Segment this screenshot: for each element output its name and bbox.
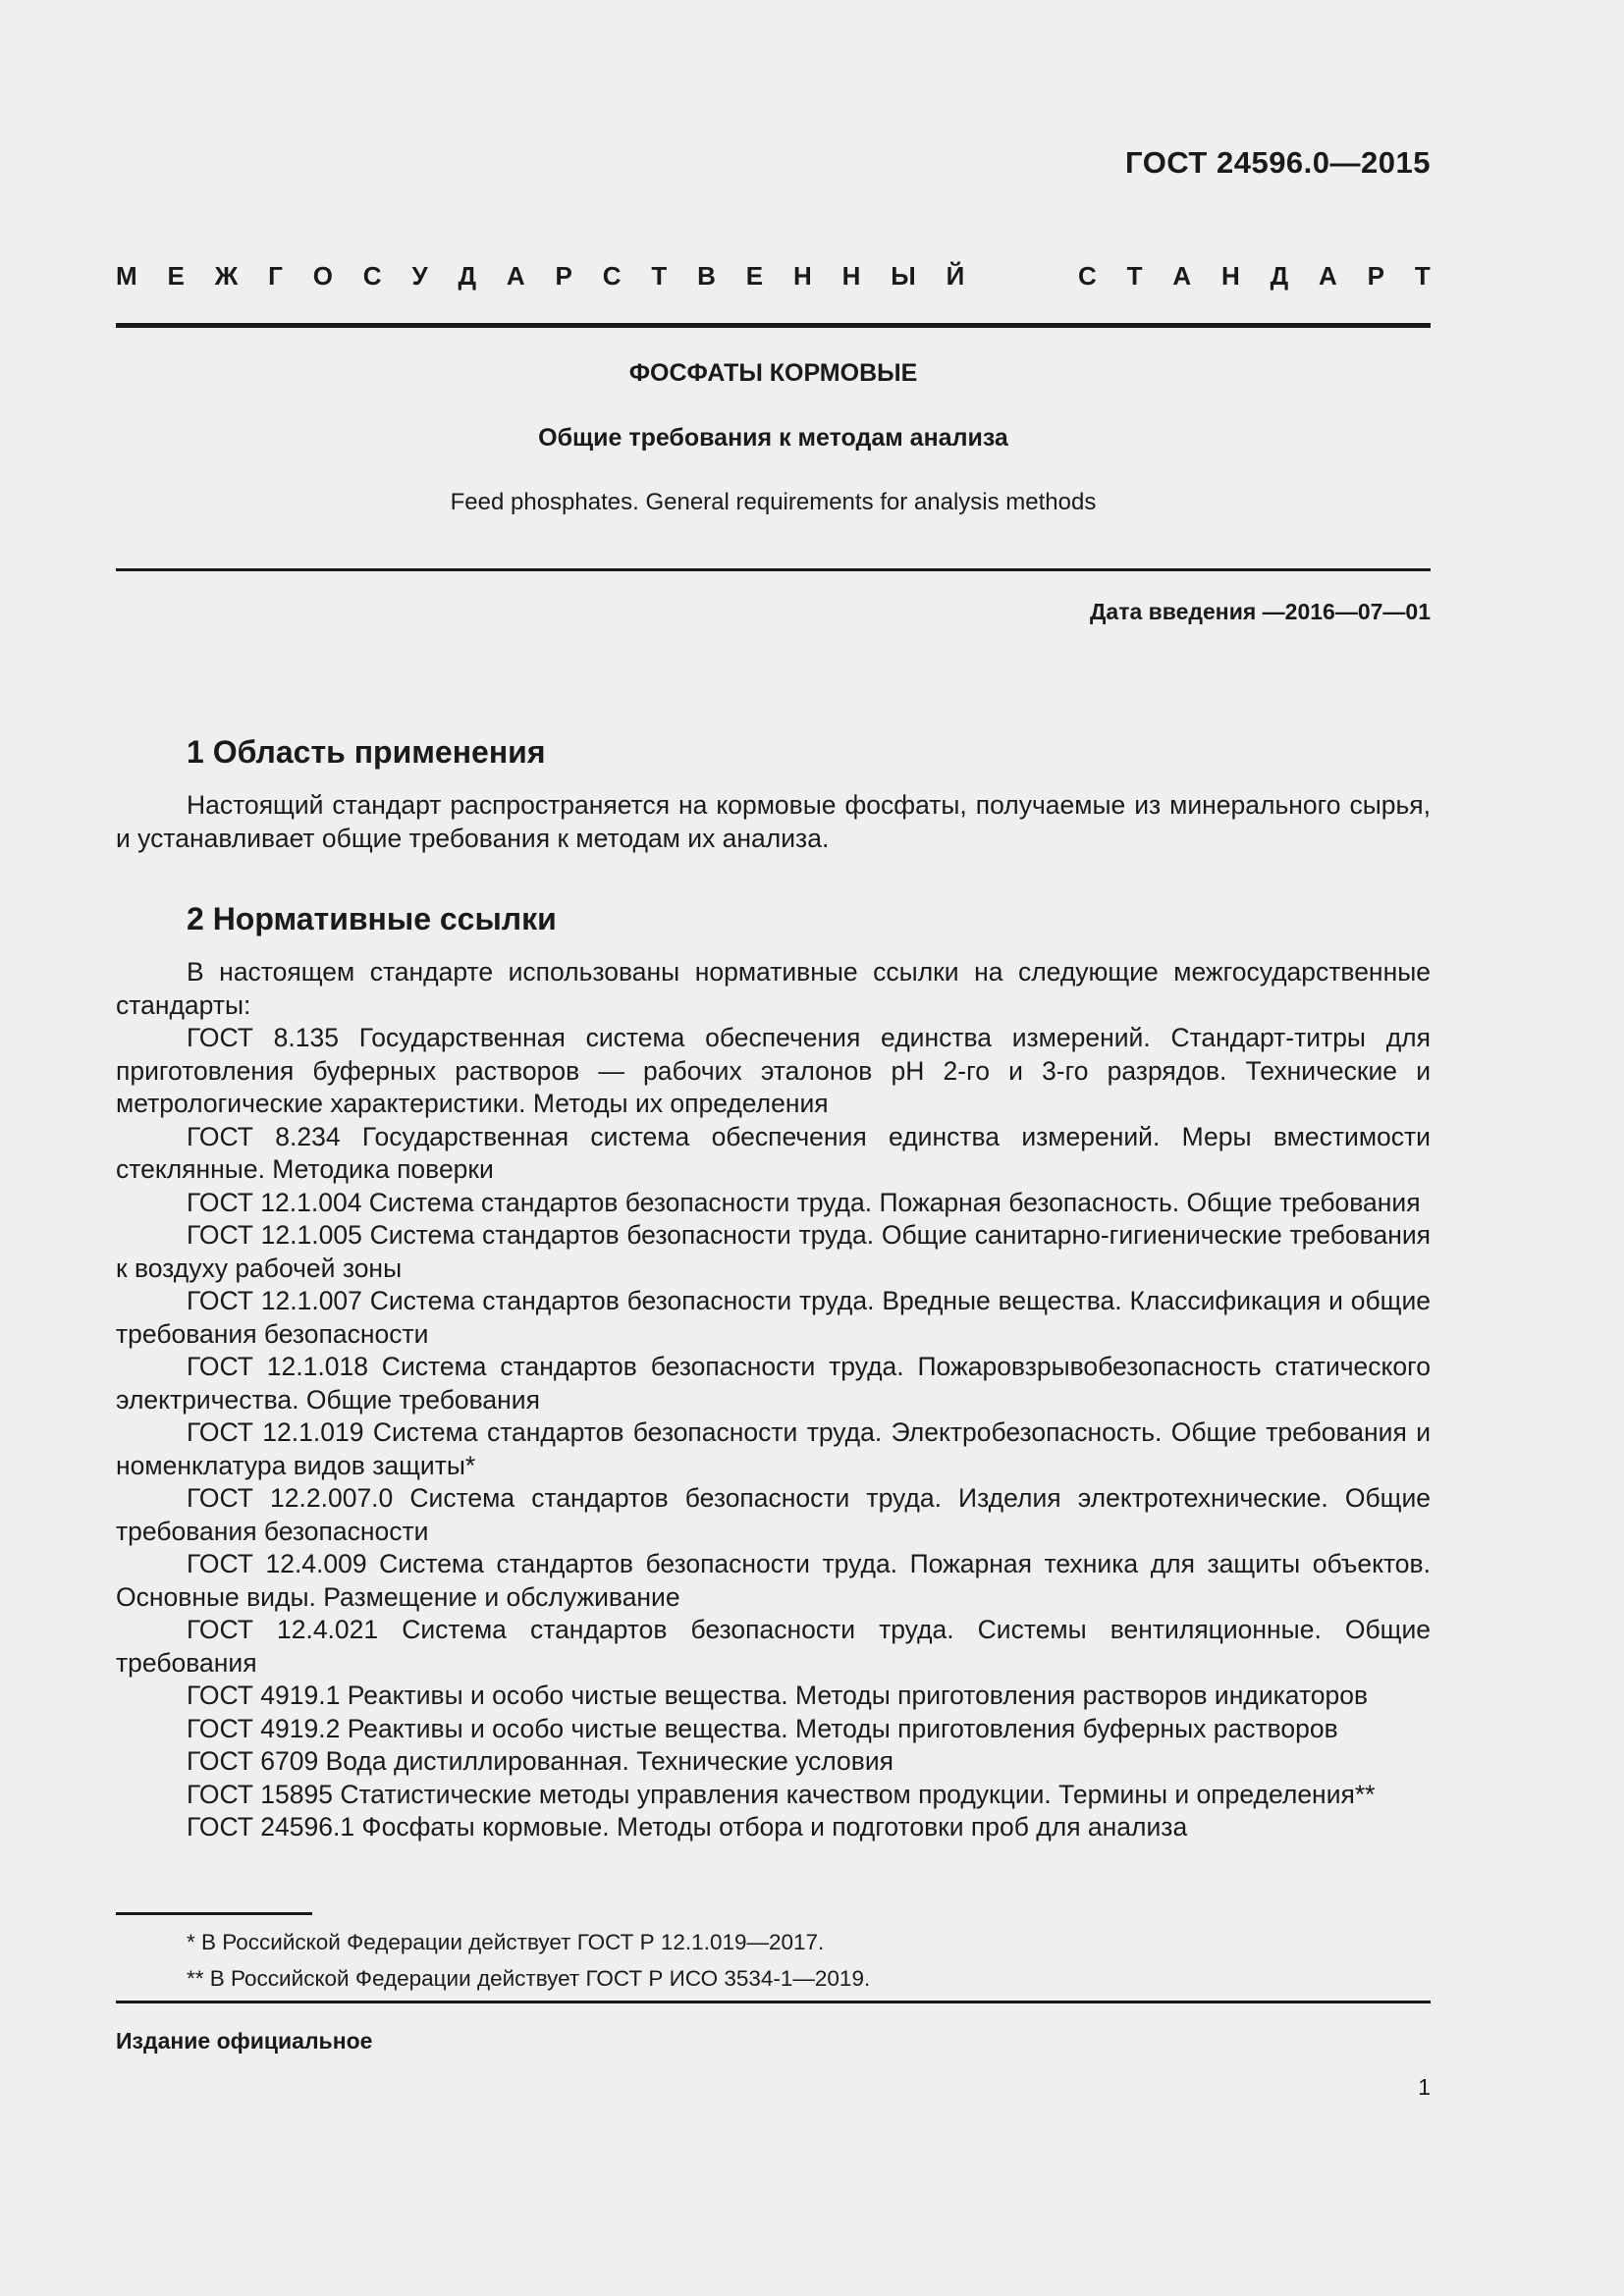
- page-number: 1: [1418, 2074, 1431, 2100]
- section-heading: 1 Область применения: [187, 734, 546, 770]
- word-gap: [995, 261, 1048, 292]
- standard-kind-letter: Е: [167, 261, 185, 291]
- standard-kind-letter: С: [602, 261, 622, 291]
- reference-item: ГОСТ 15895 Статистические методы управления качеством продукции. Термины и определения**: [187, 1779, 1376, 1809]
- document-subtitle: Общие требования к методам анализа: [538, 424, 1008, 452]
- standard-kind-letter: Т: [651, 261, 668, 291]
- standard-kind-letter: С: [362, 261, 382, 291]
- standard-kind-heading: [116, 261, 1431, 292]
- standard-kind-letter: У: [411, 261, 428, 291]
- standard-kind-letter: Р: [1367, 261, 1385, 291]
- reference-item: ГОСТ 12.1.018 Система стандартов безопасности труда. Пожаровзрывобезопасность статического электричества. Общие требования: [116, 1352, 1431, 1415]
- standard-kind-letter: С: [1077, 261, 1097, 291]
- footnote-separator: [116, 1912, 312, 1915]
- document-number: ГОСТ 24596.0—2015: [1125, 145, 1431, 180]
- standard-kind-letter: В: [697, 261, 716, 291]
- standard-kind-letter: О: [312, 261, 333, 291]
- standard-kind-letter: Н: [841, 261, 861, 291]
- reference-item: ГОСТ 8.135 Государственная система обеспечения единства измерений. Стандарт-титры для приготовления буферных растворов — рабочих эталонов pH 2-го и 3-го разрядов. Технические и метрологические характеристики. Методы их определения: [116, 1023, 1431, 1118]
- footnotes: [116, 1924, 1431, 1997]
- reference-item: ГОСТ 12.4.009 Система стандартов безопасности труда. Пожарная техника для защиты объектов. Основные виды. Размещение и обслуживание: [116, 1549, 1431, 1612]
- reference-item: ГОСТ 24596.1 Фосфаты кормовые. Методы отбора и подготовки проб для анализа: [187, 1812, 1188, 1842]
- section-normative-references: [116, 899, 1431, 1844]
- reference-item: ГОСТ 12.4.021 Система стандартов безопасности труда. Системы вентиляционные. Общие требования: [116, 1615, 1431, 1678]
- standard-kind-letter: Т: [1126, 261, 1143, 291]
- section-scope: [116, 732, 1431, 855]
- document-title-english: Feed phosphates. General requirements for analysis methods: [450, 489, 1097, 515]
- title-rule: [116, 568, 1431, 571]
- reference-item: ГОСТ 12.1.019 Система стандартов безопасности труда. Электробезопасность. Общие требования и номенклатура видов защиты*: [116, 1417, 1431, 1480]
- section-paragraph: В настоящем стандарте использованы нормативные ссылки на следующие межгосударственные стандарты:: [116, 957, 1431, 1020]
- document-title: ФОСФАТЫ КОРМОВЫЕ: [628, 359, 918, 387]
- standard-kind-letter: А: [506, 261, 525, 291]
- standard-kind-letter: Й: [946, 261, 965, 291]
- reference-item: ГОСТ 12.1.007 Система стандартов безопасности труда. Вредные вещества. Классификация и общие требования безопасности: [116, 1286, 1431, 1349]
- footnote-item: ** В Российской Федерации действует ГОСТ Р ИСО 3534-1—2019.: [187, 1966, 871, 1991]
- standard-kind-letter: М: [116, 261, 137, 291]
- standard-kind-letter: Е: [745, 261, 764, 291]
- standard-kind-letter: Т: [1414, 261, 1431, 291]
- standard-kind-letter: Н: [792, 261, 812, 291]
- reference-item: ГОСТ 4919.1 Реактивы и особо чистые вещества. Методы приготовления растворов индикаторов: [187, 1681, 1369, 1710]
- footer-rule: [116, 2001, 1431, 2003]
- section-heading: 2 Нормативные ссылки: [187, 901, 557, 936]
- standard-kind-letter: Р: [555, 261, 572, 291]
- standard-kind-letter: Г: [268, 261, 283, 291]
- reference-list: [116, 1022, 1431, 1844]
- standard-kind-letter: А: [1172, 261, 1192, 291]
- reference-item: ГОСТ 12.1.005 Система стандартов безопасности труда. Общие санитарно-гигиенические требования к воздуху рабочей зоны: [116, 1220, 1431, 1283]
- header-rule: [116, 323, 1431, 328]
- standard-kind-letter: Ж: [214, 261, 239, 291]
- reference-item: ГОСТ 12.1.004 Система стандартов безопасности труда. Пожарная безопасность. Общие требования: [187, 1187, 1421, 1217]
- reference-item: ГОСТ 4919.2 Реактивы и особо чистые вещества. Методы приготовления буферных растворов: [187, 1713, 1338, 1743]
- standard-kind-letter: Ы: [891, 261, 916, 291]
- standard-kind-letter: Д: [1270, 261, 1289, 291]
- reference-item: ГОСТ 8.234 Государственная система обеспечения единства измерений. Меры вместимости стеклянные. Методика поверки: [116, 1121, 1431, 1184]
- reference-item: ГОСТ 12.2.007.0 Система стандартов безопасности труда. Изделия электротехнические. Общие требования безопасности: [116, 1483, 1431, 1546]
- standard-kind-letter: А: [1319, 261, 1337, 291]
- standard-kind-letter: Н: [1221, 261, 1240, 291]
- section-paragraph: Настоящий стандарт распространяется на кормовые фосфаты, получаемые из минерального сырья, и устанавливает общие требования к методам их анализа.: [116, 790, 1431, 853]
- reference-item: ГОСТ 6709 Вода дистиллированная. Технические условия: [187, 1746, 894, 1776]
- edition-label: Издание официальное: [116, 2028, 373, 2054]
- standard-kind-letter: Д: [458, 261, 477, 291]
- introduction-date: Дата введения —2016—07—01: [1090, 599, 1431, 624]
- footnote-item: * В Российской Федерации действует ГОСТ Р 12.1.019—2017.: [187, 1930, 825, 1954]
